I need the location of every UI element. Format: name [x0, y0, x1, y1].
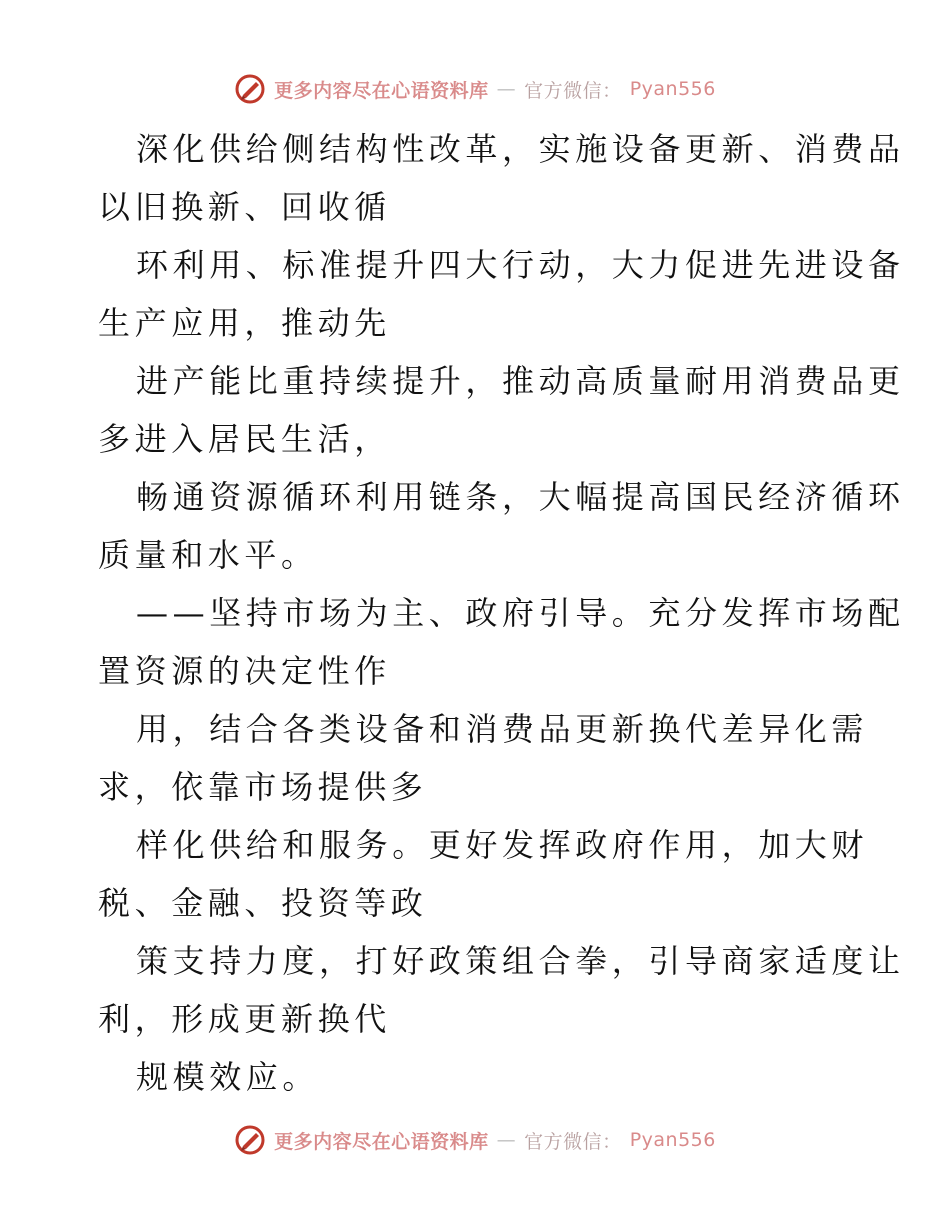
text-line: 策支持力度，打好政策组合拳，引导商家适度让 [136, 942, 905, 980]
text-line: 环利用、标准提升四大行动，大力促进先进设备 [136, 246, 905, 284]
text-line: 质量和水平。 [98, 536, 318, 574]
watermark-id: Pyan556 [629, 1129, 716, 1151]
text-line: 多进入居民生活， [98, 420, 391, 458]
text-line: 利，形成更新换代 [98, 1000, 391, 1038]
text-line: 置资源的决定性作 [98, 652, 391, 690]
watermark-contact: 官方微信： [524, 1130, 622, 1153]
watermark-text: 更多内容尽在心语资料库 [274, 1130, 489, 1153]
text-line: 进产能比重持续提升，推动高质量耐用消费品更 [136, 362, 905, 400]
text-line: 深化供给侧结构性改革，实施设备更新、消费品 [136, 130, 905, 168]
text-line: 以旧换新、回收循 [98, 188, 391, 226]
text-line: 规模效应。 [136, 1058, 320, 1096]
text-line: 生产应用，推动先 [98, 304, 391, 342]
watermark-contact: 官方微信： [524, 79, 622, 102]
text-line: ——坚持市场为主、政府引导。充分发挥市场配 [136, 594, 905, 632]
document-body [98, 120, 905, 1106]
watermark-separator: — [496, 1129, 517, 1151]
logo-icon [234, 73, 266, 105]
watermark-text: 更多内容尽在心语资料库 [274, 79, 489, 102]
text-line: 税、金融、投资等政 [98, 884, 428, 922]
header-watermark [0, 72, 950, 106]
logo-icon [234, 1124, 266, 1156]
watermark-id: Pyan556 [629, 78, 716, 100]
text-line: 样化供给和服务。更好发挥政府作用，加大财 [136, 826, 869, 864]
text-line: 求，依靠市场提供多 [98, 768, 428, 806]
text-line: 畅通资源循环利用链条，大幅提高国民经济循环 [136, 478, 905, 516]
footer-watermark [0, 1123, 950, 1157]
watermark-separator: — [496, 78, 517, 100]
text-line: 用，结合各类设备和消费品更新换代差异化需 [136, 710, 869, 748]
